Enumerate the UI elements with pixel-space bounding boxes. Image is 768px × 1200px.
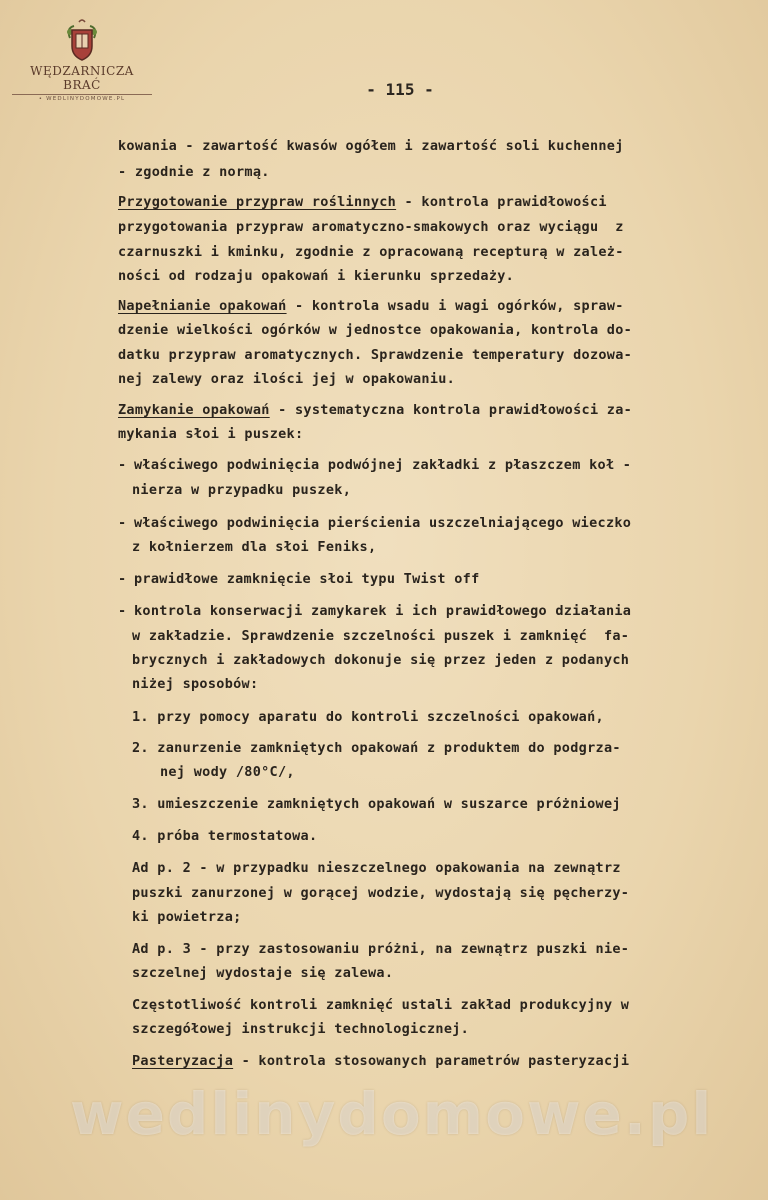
- text-span: kontrola konserwacji zamykarek i ich prawidłowego działania: [134, 603, 632, 619]
- text-line: nierza w przypadku puszek,: [132, 482, 352, 498]
- text-line: mykania słoi i puszek:: [118, 426, 304, 442]
- text-line: niżej sposobów:: [132, 676, 259, 692]
- text-line: nej wody /80°C/,: [160, 764, 295, 780]
- watermark: wedlinydomowe.pl: [70, 1080, 714, 1148]
- list-item: [118, 571, 480, 587]
- text-line: datku przypraw aromatycznych. Sprawdzenie temperatury dozowa-: [118, 347, 633, 363]
- text-line: puszki zanurzonej w gorącej wodzie, wydostają się pęcherzy-: [132, 885, 630, 901]
- text-span: - kontrola prawidłowości: [396, 194, 607, 210]
- numbered-item: 3. umieszczenie zamkniętych opakowań w suszarce próżniowej: [132, 796, 621, 812]
- logo-name: WĘDZARNICZA BRAĆ: [30, 64, 134, 92]
- text-line: dzenie wielkości ogórków w jednostce opakowania, kontrola do-: [118, 322, 633, 338]
- section-heading: Przygotowanie przypraw roślinnych: [118, 194, 397, 210]
- section-heading: Pasteryzacja: [132, 1053, 234, 1069]
- logo-url: • WEDLINYDOMOWE.PL: [12, 94, 152, 102]
- text-line: ności od rodzaju opakowań i kierunku sprzedaży.: [118, 268, 515, 284]
- text-span: - kontrola wsadu i wagi ogórków, spraw-: [286, 298, 624, 314]
- text-span: - systematyczna kontrola prawidłowości za-: [269, 402, 633, 418]
- bullet: -: [118, 571, 127, 587]
- text-span: właściwego podwinięcia podwójnej zakładki z płaszczem koł -: [134, 457, 632, 473]
- text-line: Ad p. 2 - w przypadku nieszczelnego opakowania na zewnątrz: [132, 860, 621, 876]
- section-heading: Napełnianie opakowań: [118, 298, 287, 314]
- bullet: -: [118, 515, 127, 531]
- text-line: szczelnej wydostaje się zalewa.: [132, 965, 394, 981]
- list-item: [118, 457, 631, 473]
- numbered-item: 2. zanurzenie zamkniętych opakowań z produktem do podgrza-: [132, 740, 621, 756]
- text-line: w zakładzie. Sprawdzenie szczelności puszek i zamknięć fa-: [132, 628, 630, 644]
- text-span: prawidłowe zamknięcie słoi typu Twist off: [134, 571, 480, 587]
- text-line: przygotowania przypraw aromatyczno-smakowych oraz wyciągu z: [118, 219, 624, 235]
- numbered-item: 1. przy pomocy aparatu do kontroli szczelności opakowań,: [132, 709, 604, 725]
- text-line: nej zalewy oraz ilości jej w opakowaniu.: [118, 371, 456, 387]
- text-line: czarnuszki i kminku, zgodnie z opracowaną recepturą w zależ-: [118, 244, 624, 260]
- page-number: - 115 -: [366, 80, 434, 99]
- text-line: - zgodnie z normą.: [118, 164, 270, 180]
- bullet: -: [118, 603, 127, 619]
- list-item: [118, 603, 631, 619]
- numbered-item: 4. próba termostatowa.: [132, 828, 318, 844]
- text-line: [118, 194, 607, 210]
- text-line: brycznych i zakładowych dokonuje się przez jeden z podanych: [132, 652, 630, 668]
- text-span: - kontrola stosowanych parametrów pasteryzacji: [233, 1053, 630, 1069]
- text-line: [118, 298, 624, 314]
- text-line: Częstotliwość kontroli zamknięć ustali zakład produkcyjny w: [132, 997, 630, 1013]
- text-line: szczegółowej instrukcji technologicznej.: [132, 1021, 470, 1037]
- text-span: właściwego podwinięcia pierścienia uszczelniającego wieczko: [134, 515, 632, 531]
- section-heading: Zamykanie opakowań: [118, 402, 270, 418]
- list-item: [118, 515, 631, 531]
- shield-emblem-icon: [62, 18, 102, 62]
- text-line: kowania - zawartość kwasów ogółem i zawartość soli kuchennej: [118, 138, 624, 154]
- text-line: ki powietrza;: [132, 909, 242, 925]
- bullet: -: [118, 457, 127, 473]
- text-line: [132, 1053, 629, 1069]
- text-line: [118, 402, 632, 418]
- text-line: Ad p. 3 - przy zastosowaniu próżni, na zewnątrz puszki nie-: [132, 941, 630, 957]
- text-line: z kołnierzem dla słoi Feniks,: [132, 539, 377, 555]
